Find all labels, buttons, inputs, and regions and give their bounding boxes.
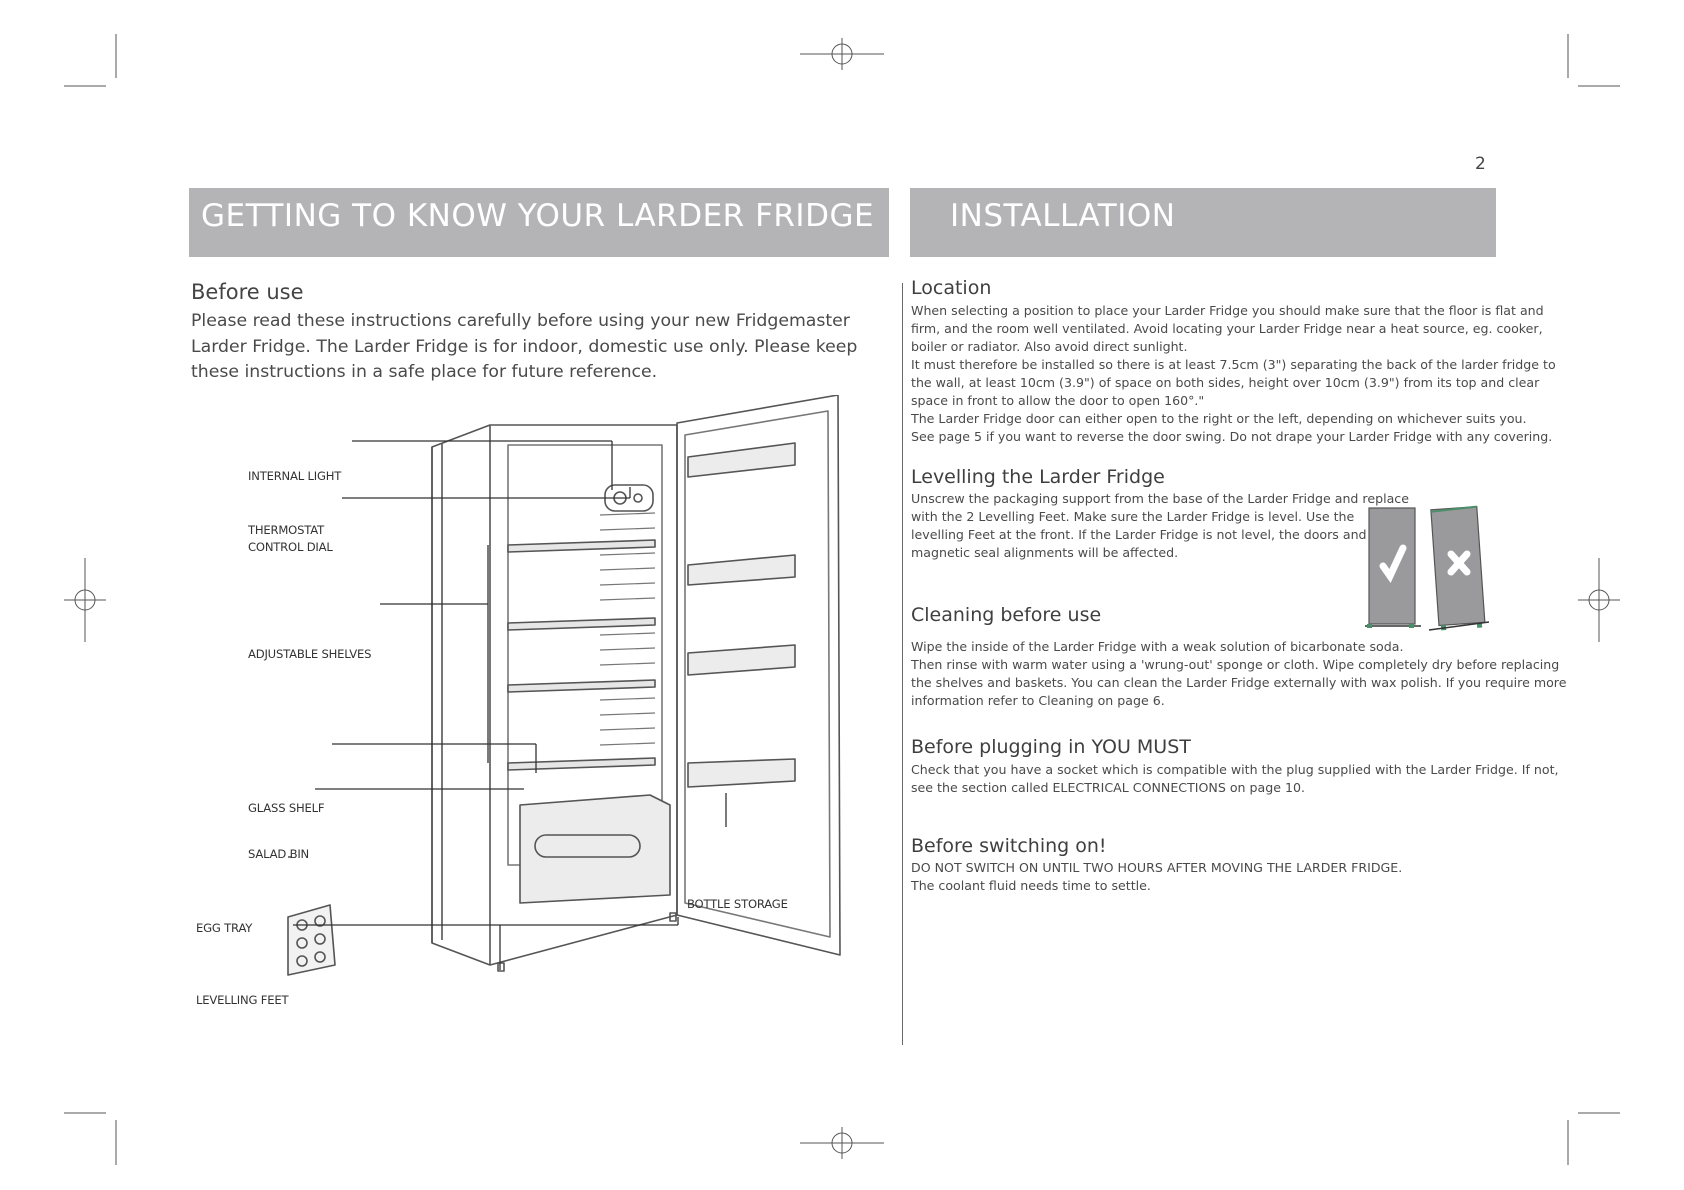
text-line: see the section called ELECTRICAL CONNECTIONS on page 10. [911,780,1305,795]
page-number: 2 [1475,154,1486,174]
text-line: space in front to allow the door to open 160°." [911,393,1205,408]
getting-to-know-banner: GETTING TO KNOW YOUR LARDER FRIDGE [189,188,889,257]
text-line: boiler or radiator. Also avoid direct sunlight. [911,339,1188,354]
levelling-text [911,490,1409,562]
label-adjustable-shelves: ADJUSTABLE SHELVES [248,647,372,661]
text-line: See page 5 if you want to reverse the door swing. Do not drape your Larder Fridge with any covering. [911,429,1553,444]
text-line: When selecting a position to place your Larder Fridge you should make sure that the floor is flat and [911,303,1544,318]
text-line: magnetic seal alignments will be affected. [911,545,1179,560]
text-line: It must therefore be installed so there is at least 7.5cm (3") separating the back of the larder fridge to [911,357,1556,372]
before-use-heading: Before use [191,280,304,304]
column-divider [902,283,903,1045]
text-line: with the 2 Levelling Feet. Make sure the Larder Fridge is level. Use the [911,509,1355,524]
text-line: The Larder Fridge door can either open to the right or the left, depending on whichever suits you. [911,411,1527,426]
text-line: Wipe the inside of the Larder Fridge with a weak solution of bicarbonate soda. [911,639,1404,654]
switching-heading: Before switching on! [911,835,1107,857]
text-line: Check that you have a socket which is compatible with the plug supplied with the Larder Fridge. If not, [911,762,1559,777]
switching-text [911,859,1402,895]
plugging-heading: Before plugging in YOU MUST [911,736,1191,758]
text-line: DO NOT SWITCH ON UNTIL TWO HOURS AFTER MOVING THE LARDER FRIDGE. [911,860,1403,875]
text-line: Then rinse with warm water using a 'wrung-out' sponge or cloth. Wipe completely dry before replacing [911,657,1560,672]
label-thermostat-line2: CONTROL DIAL [248,540,333,554]
label-egg-tray: EGG TRAY [196,921,253,935]
label-levelling-feet: LEVELLING FEET [196,993,289,1007]
level-check-illustration [1365,504,1505,632]
installation-banner: INSTALLATION [910,188,1496,257]
text-line: the shelves and baskets. You can clean the Larder Fridge externally with wax polish. If you require more [911,675,1567,690]
label-glass-shelf: GLASS SHELF [248,801,325,815]
text-line: Unscrew the packaging support from the base of the Larder Fridge and replace [911,491,1409,506]
location-heading: Location [911,277,992,299]
text-line: information refer to Cleaning on page 6. [911,693,1165,708]
label-bottle-storage: BOTTLE STORAGE [687,897,788,911]
label-internal-light: INTERNAL LIGHT [248,469,342,483]
cleaning-heading: Cleaning before use [911,604,1102,626]
before-use-paragraph: Please read these instructions carefully before using your new Fridgemaster Larder Fridge. The Larder Fridge is for indoor, domestic use only. Please keep these instructions in a safe place for future reference. [191,311,858,382]
fridge-diagram [180,395,880,1025]
label-salad-bin: SALAD BIN [248,847,310,861]
cleaning-text [911,638,1566,710]
location-text [911,302,1556,446]
text-line: levelling Feet at the front. If the Larder Fridge is not level, the doors and [911,527,1367,542]
plugging-text [911,761,1559,797]
levelling-heading: Levelling the Larder Fridge [911,466,1165,488]
text-line: the wall, at least 10cm (3.9") of space on both sides, height over 10cm (3.9") from its top and clear [911,375,1540,390]
text-line: firm, and the room well ventilated. Avoid locating your Larder Fridge near a heat source, eg. cooker, [911,321,1543,336]
label-thermostat-line1: THERMOSTAT [248,523,324,537]
text-line: The coolant fluid needs time to settle. [911,878,1151,893]
